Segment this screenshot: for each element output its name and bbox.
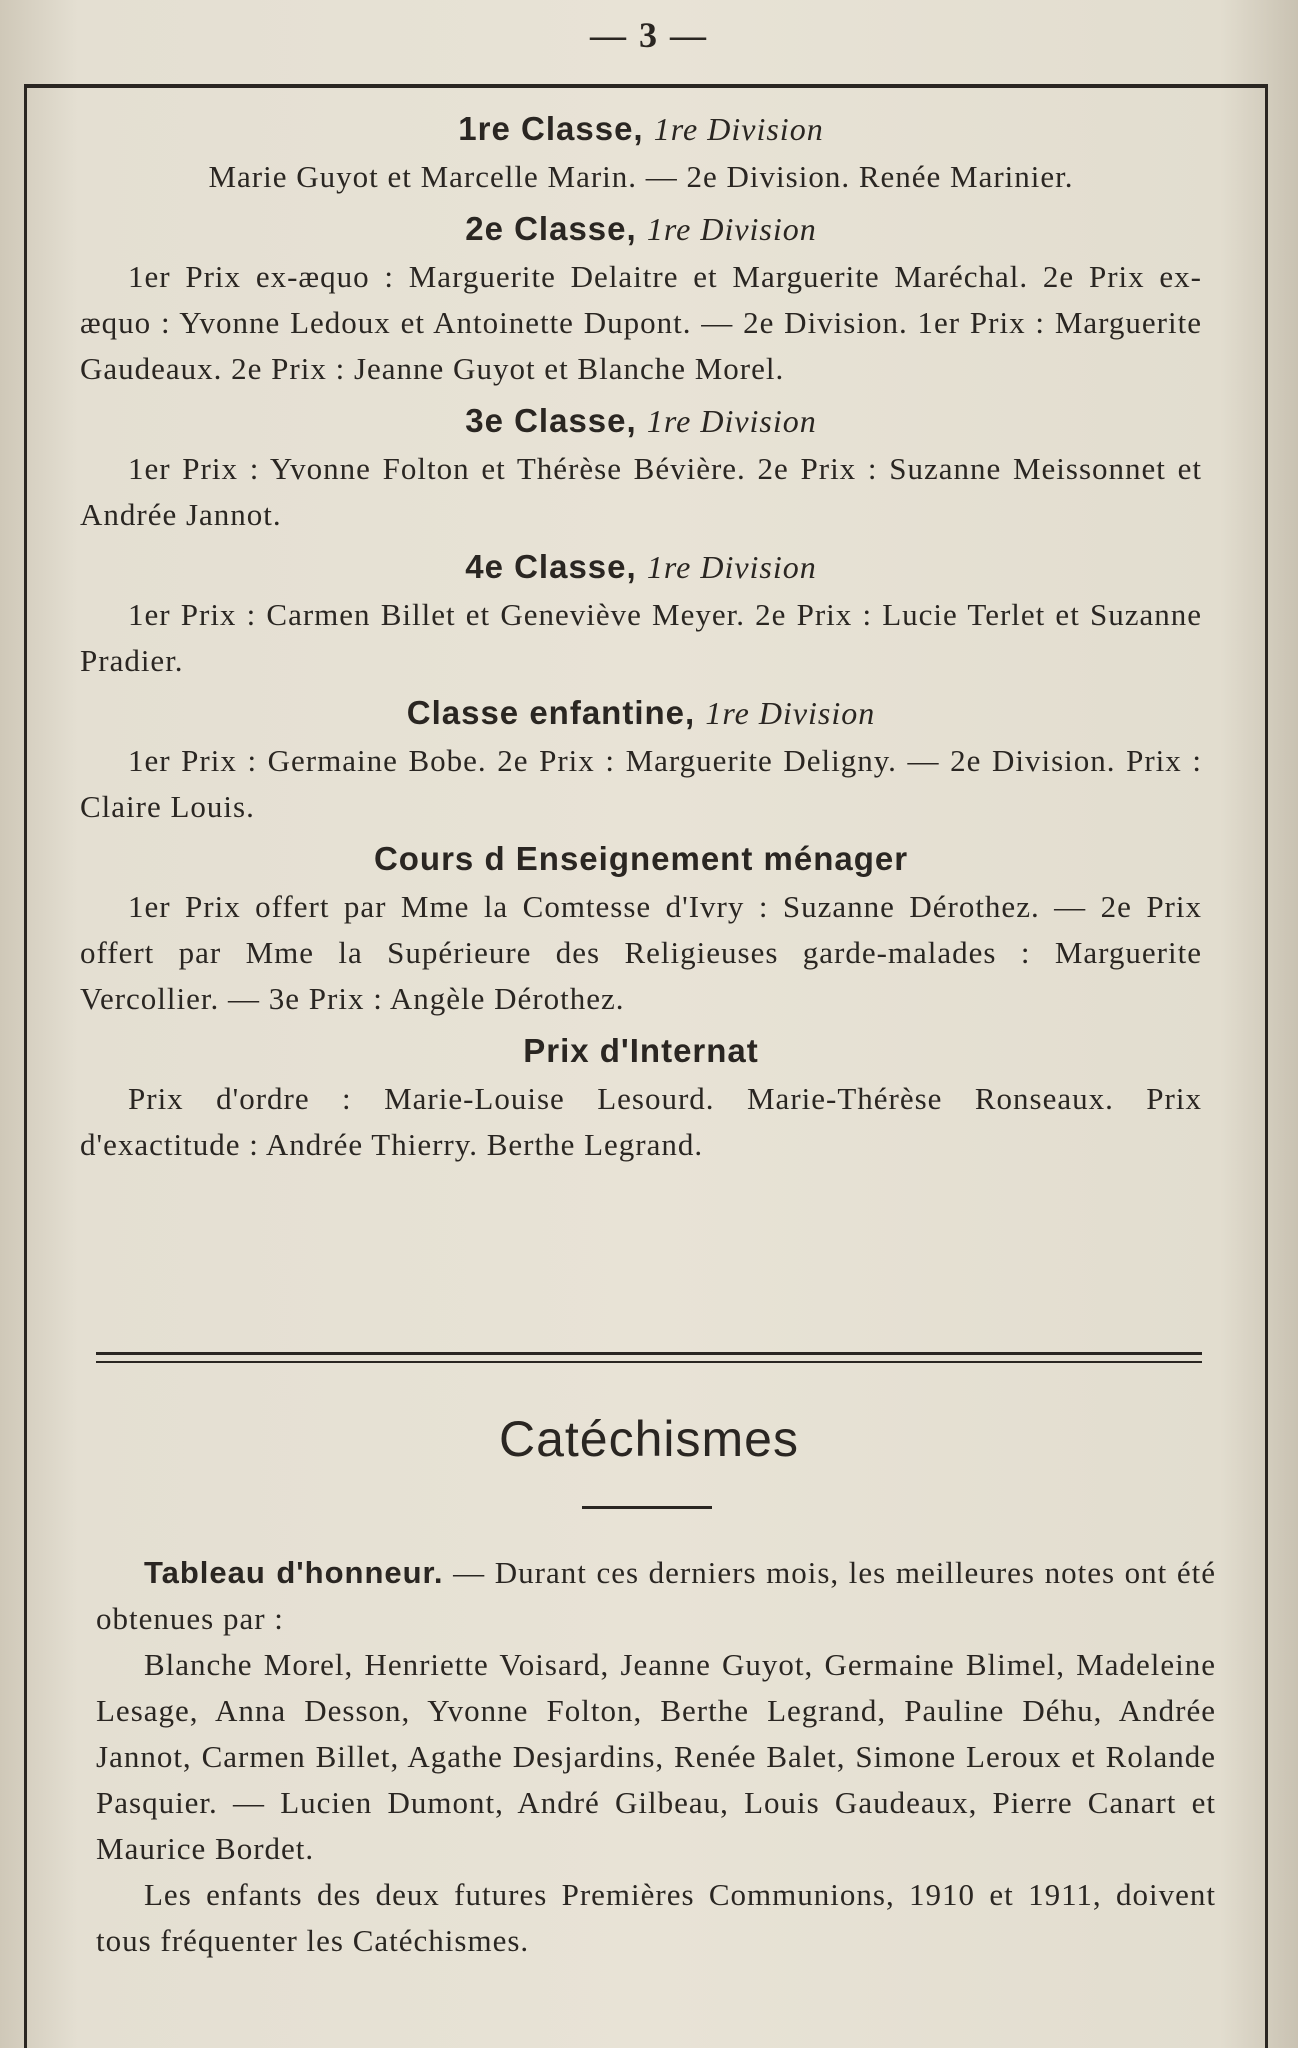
heading-division: 1re Division — [646, 549, 817, 585]
paragraph-3e-classe: 1er Prix : Yvonne Folton et Thérèse Bévière. 2e Prix : Suzanne Meissonnet et Andrée Jannot. — [80, 451, 1202, 532]
section-divider — [96, 1352, 1202, 1363]
paragraph-1re-classe: Marie Guyot et Marcelle Marin. — 2e Division. Renée Marinier. — [208, 159, 1074, 194]
heading-title: Cours d Enseignement ménager — [373, 840, 909, 877]
heading-3e-classe — [80, 402, 1202, 440]
heading-title: Prix d'Internat — [523, 1032, 759, 1069]
heading-title: 4e Classe, — [465, 548, 637, 585]
closing-paragraph: Les enfants des deux futures Premières Communions, 1910 et 1911, doivent tous fréquenter les Catéchismes. — [96, 1877, 1216, 1958]
heading-division: 1re Division — [653, 111, 824, 147]
page-number: — 3 — — [590, 15, 708, 55]
heading-division: 1re Division — [646, 403, 817, 439]
paragraph-prix-internat: Prix d'ordre : Marie-Louise Lesourd. Marie-Thérèse Ronseaux. Prix d'exactitude : Andrée Thierry. Berthe Legrand. — [80, 1081, 1202, 1162]
honor-names: Blanche Morel, Henriette Voisard, Jeanne Guyot, Germaine Blimel, Madeleine Lesage, Anna Desson, Yvonne Folton, Berthe Legrand, Pauline Déhu, Andrée Jannot, Carmen Billet, Agathe Desjardins, Renée Balet, Simone Leroux et Rolande Pasquier. — Lucien Dumont, André Gilbeau, Louis Gaudeaux, Pierre Canart et Maurice Bordet. — [96, 1647, 1216, 1866]
heading-classe-enfantine — [80, 694, 1202, 732]
heading-title: 3e Classe, — [465, 402, 637, 439]
heading-title: 2e Classe, — [465, 210, 637, 247]
section-enseignement-menager — [80, 840, 1202, 1022]
heading-2e-classe — [80, 210, 1202, 248]
section-prix-internat — [80, 1032, 1202, 1168]
heading-1re-classe — [80, 110, 1202, 148]
heading-enseignement-menager — [80, 840, 1202, 878]
honor-lead: Tableau d'honneur. — [144, 1555, 444, 1590]
heading-division: 1re Division — [705, 695, 876, 731]
paragraph-2e-classe: 1er Prix ex-æquo : Marguerite Delaitre et Marguerite Maréchal. 2e Prix ex-æquo : Yvonne Ledoux et Antoinette Dupont. — 2e Division. 1er Prix : Marguerite Gaudeaux. 2e Prix : Jeanne Guyot et Blanche Morel. — [80, 259, 1202, 386]
catechismes-body — [96, 1550, 1216, 1964]
paragraph-classe-enfantine: 1er Prix : Germaine Bobe. 2e Prix : Marguerite Deligny. — 2e Division. Prix : Claire Louis. — [80, 743, 1202, 824]
section-3e-classe — [80, 402, 1202, 538]
section-2e-classe — [80, 210, 1202, 392]
section-4e-classe — [80, 548, 1202, 684]
section-1re-classe — [80, 110, 1202, 200]
paragraph-enseignement-menager: 1er Prix offert par Mme la Comtesse d'Ivry : Suzanne Dérothez. — 2e Prix offert par Mme la Supérieure des Religieuses garde-malades : Marguerite Vercollier. — 3e Prix : Angèle Dérothez. — [80, 889, 1202, 1016]
heading-4e-classe — [80, 548, 1202, 586]
paragraph-4e-classe: 1er Prix : Carmen Billet et Geneviève Meyer. 2e Prix : Lucie Terlet et Suzanne Pradier. — [80, 597, 1202, 678]
heading-division: 1re Division — [646, 211, 817, 247]
catechismes-title: Catéchismes — [499, 1411, 799, 1467]
section-classe-enfantine — [80, 694, 1202, 830]
honor-intro: — Durant ces derniers mois, les meilleures notes ont été obtenues par : — [96, 1555, 1217, 1636]
prize-list — [80, 100, 1202, 1168]
honor-paragraph — [96, 1550, 1216, 1642]
title-underline — [582, 1506, 712, 1509]
heading-title: 1re Classe, — [458, 110, 644, 147]
heading-prix-internat — [80, 1032, 1202, 1070]
heading-title: Classe enfantine, — [406, 694, 696, 731]
